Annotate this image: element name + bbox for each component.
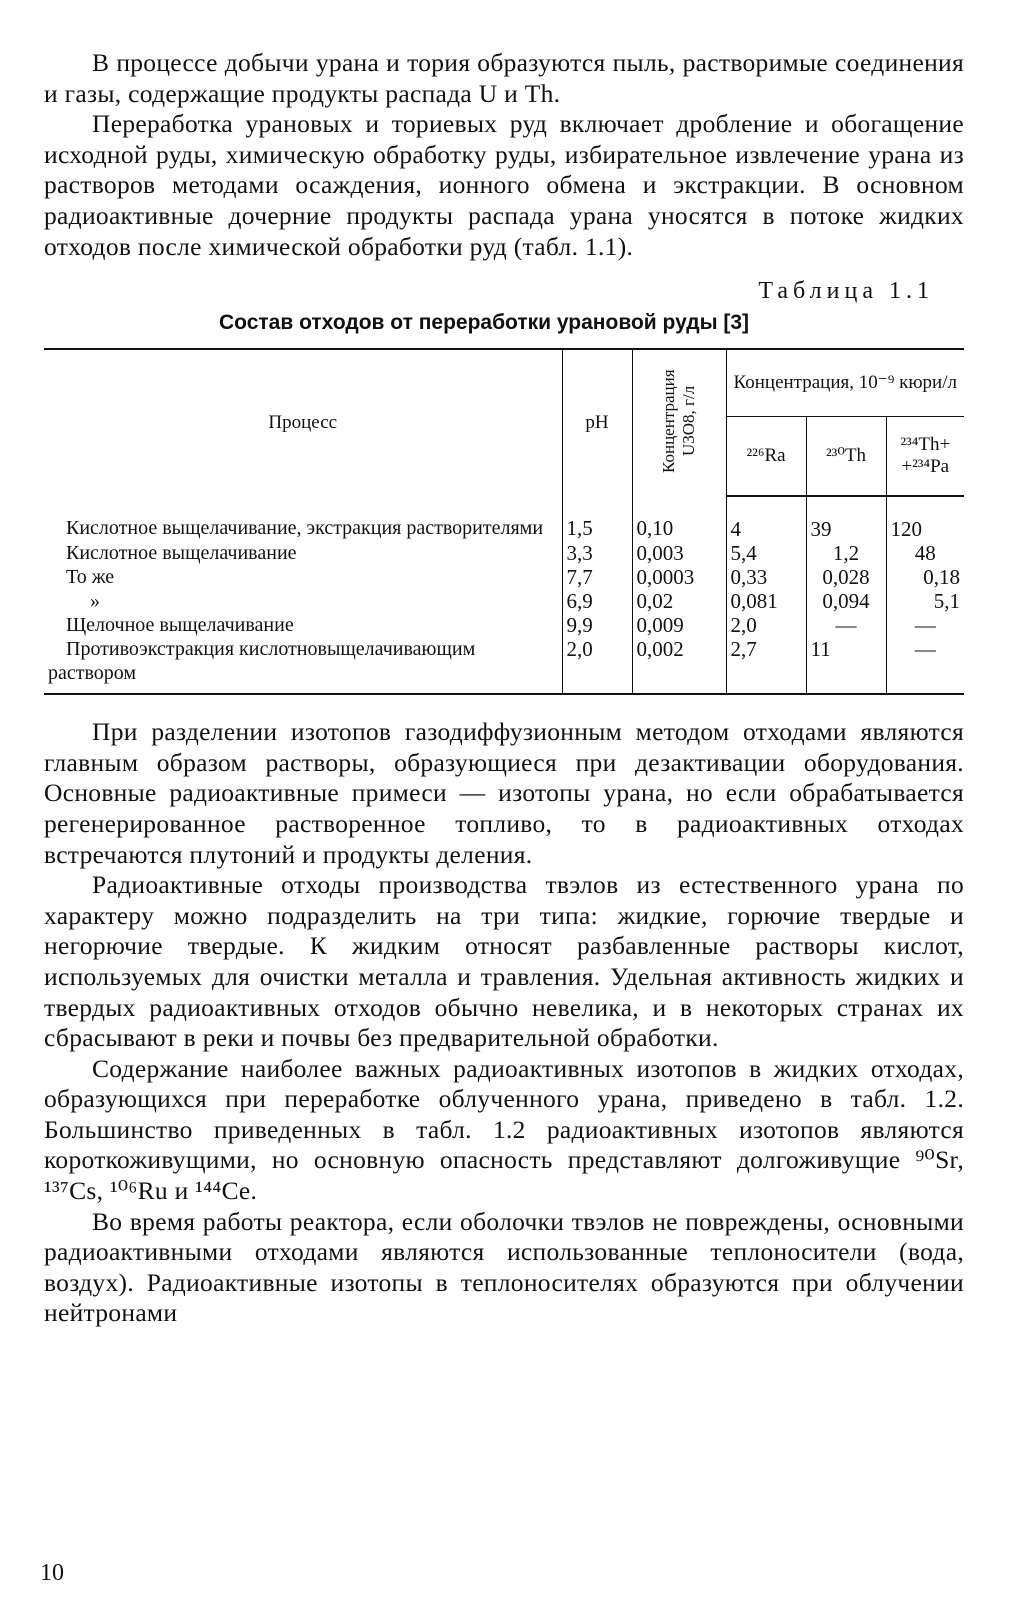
cell-th230: 0,028 <box>806 565 886 589</box>
cell-u3o8: 0,0003 <box>632 565 726 589</box>
cell-ra226: 2,0 <box>726 613 806 637</box>
cell-ra226: 0,33 <box>726 565 806 589</box>
table-title: Состав отходов от переработки урановой руды [3] <box>218 311 749 335</box>
header-ph: pH <box>562 349 632 496</box>
header-u3o8-text: Концентрация U3O8, г/л <box>659 369 698 473</box>
cell-ph: 7,7 <box>562 565 632 589</box>
cell-th230: 1,2 <box>806 541 886 565</box>
cell-ph: 3,3 <box>562 541 632 565</box>
table-row <box>44 565 964 589</box>
cell-u3o8: 0,10 <box>632 496 726 541</box>
cell-ra226: 0,081 <box>726 589 806 613</box>
cell-u3o8: 0,009 <box>632 613 726 637</box>
cell-u3o8: 0,02 <box>632 589 726 613</box>
cell-ra226: 2,7 <box>726 637 806 694</box>
cell-ph: 6,9 <box>562 589 632 613</box>
cell-process: Противоэкстракция кислотновыщелачивающим раствором <box>44 637 562 694</box>
cell-process: » <box>90 590 100 613</box>
cell-ra226: 4 <box>726 496 806 541</box>
paragraph-reactor-operation: Во время работы реактора, если оболочки твэлов не повреждены, основными радиоактивными отходами являются использованные теплоносители (вода, воздух). Радиоактивные изотопы в теплоносителях образуются при облучении нейтронами <box>44 1206 964 1328</box>
cell-th230: 39 <box>806 496 886 541</box>
table-row <box>44 637 964 694</box>
cell-process: То же <box>66 566 115 589</box>
table-row <box>44 613 964 637</box>
cell-process: Кислотное выщелачивание <box>66 542 297 565</box>
table-row <box>44 589 964 613</box>
page-number: 10 <box>40 1560 64 1586</box>
cell-th234: 5,1 <box>886 589 964 613</box>
header-ra226: ²²⁶Ra <box>726 417 806 497</box>
cell-th234: 48 <box>886 541 964 565</box>
paragraph-isotope-separation: При разделении изотопов газодиффузионным методом отходами являются главным образом растворы, образующиеся при дезактивации оборудования. Основные радиоактивные примеси — изотопы урана, но если обрабатывается регенерированное растворенное топливо, то в радиоактивных отходах встречаются плутоний и продукты деления. <box>44 717 964 869</box>
paragraph-irradiated-uranium: Содержание наиболее важных радиоактивных изотопов в жидких отходах, образующихся при переработке облученного урана, приведено в табл. 1.2. Большинство приведенных в табл. 1.2 радиоактивных изотопов являются короткоживущими, но основную опасность представляют долгоживущие ⁹⁰Sr, ¹³⁷Cs, ¹⁰⁶Ru и ¹⁴⁴Ce. <box>44 1053 964 1206</box>
cell-ra226: 5,4 <box>726 541 806 565</box>
page-body <box>44 48 964 1329</box>
cell-th230: 11 <box>806 637 886 694</box>
header-th234-pa234: ²³⁴Th+ +²³⁴Pa <box>886 417 964 497</box>
cell-th234: 0,18 <box>886 565 964 589</box>
header-u3o8 <box>632 349 726 496</box>
cell-th234: 120 <box>886 496 964 541</box>
cell-th234: — <box>886 613 964 637</box>
header-process: Процесс <box>44 349 562 496</box>
header-th230: ²³⁰Th <box>806 417 886 497</box>
paragraph-fuel-element-waste: Радиоактивные отходы производства твэлов из естественного урана по характеру можно подразделить на три типа: жидкие, горючие твердые и негорючие твердые. К жидким относят разбавленные растворы кислот, используемых для очистки металла и травления. Удельная активность жидких и твердых радиоактивных отходов обычно невелика, и в некоторых странах их сбрасывают в реки и почвы без предварительной обработки. <box>44 870 964 1053</box>
cell-u3o8: 0,003 <box>632 541 726 565</box>
cell-th230: 0,094 <box>806 589 886 613</box>
table-row <box>44 541 964 565</box>
cell-ph: 1,5 <box>562 496 632 541</box>
cell-u3o8: 0,002 <box>632 637 726 694</box>
cell-ph: 9,9 <box>562 613 632 637</box>
cell-ph: 2,0 <box>562 637 632 694</box>
header-concentration: Концентрация, 10⁻⁹ кюри/л <box>726 349 964 417</box>
paragraph-ore-processing: Переработка урановых и ториевых руд включает дробление и обогащение исходной руды, химическую обработку руды, избирательное извлечение урана из растворов методами осаждения, ионного обмена и экстракции. В основном радиоактивные дочерние продукты распада урана уносятся в потоке жидких отходов после химической обработки руд (табл. 1.1). <box>44 109 964 261</box>
waste-composition-table <box>44 348 964 695</box>
table-row <box>44 496 964 541</box>
cell-th230: — <box>806 613 886 637</box>
paragraph-mining: В процессе добычи урана и тория образуются пыль, растворимые соединения и газы, содержащие продукты распада U и Th. <box>44 48 964 108</box>
table-number: Таблица 1.1 <box>758 278 934 305</box>
cell-process: Кислотное выщелачивание, экстракция растворителями <box>66 517 544 540</box>
cell-th234: — <box>886 637 964 694</box>
cell-process: Щелочное выщелачивание <box>66 614 294 637</box>
